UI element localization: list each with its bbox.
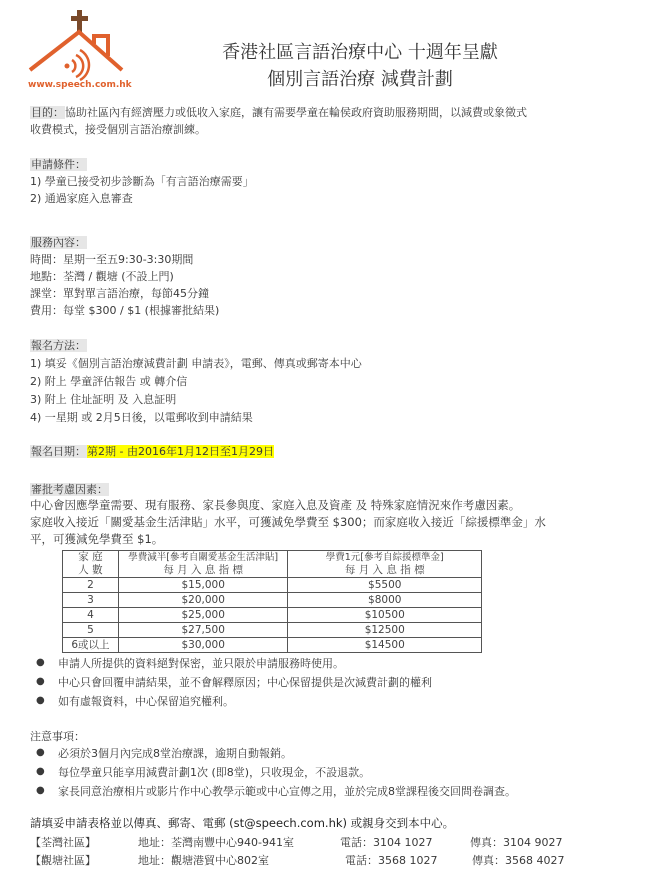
income-table: [62, 550, 482, 653]
branch-address: 地址：荃灣南豐中心940-941室: [138, 836, 294, 849]
table-header-cell: 家 庭 人 數: [63, 551, 119, 578]
approval-line1: 中心會因應學童需要、現有服務、家長參與度、家庭入息及資產 及 特殊家庭情況來作考慮因素。: [30, 498, 521, 512]
policy-item: 中心只會回覆申請結果，並不會解釋原因；中心保留提供是次減費計劃的權利: [58, 676, 432, 689]
title-line1: 香港社區言語治療中心 十週年呈獻: [222, 42, 498, 63]
method-item: 2) 附上 學童評估報告 或 轉介信: [30, 375, 188, 388]
bullet-icon: ●: [36, 676, 45, 687]
policy-item: 如有虛報資料，中心保留追究權利。: [58, 695, 234, 708]
table-header-row: [63, 551, 482, 578]
table-row: 4 $25,000 $10500: [63, 608, 482, 623]
eligibility-item: 2) 通過家庭入息審查: [30, 192, 133, 205]
branch-address: 地址：觀塘港貿中心802室: [138, 854, 269, 867]
contact-instruction: 請填妥申請表格並以傳真、郵寄、電郵 (st@speech.com.hk) 或親身交到本中心。: [30, 816, 455, 830]
service-item: 時間：星期一至五9:30-3:30期間: [30, 253, 194, 266]
policy-item: 申請人所提供的資料絕對保密，並只限於申請服務時使用。: [58, 657, 344, 670]
application-date: [30, 443, 274, 459]
eligibility-item: 1) 學童已接受初步診斷為「有言語治療需要」: [30, 175, 254, 188]
notes-heading: 注意事項：: [30, 730, 85, 743]
date-heading: 報名日期：: [31, 445, 86, 458]
note-item: 必須於3個月內完成8堂治療課，逾期自動報銷。: [58, 747, 292, 760]
approval-line3: 平，可獲減免學費至 $1。: [30, 532, 164, 546]
method-item: 4) 一星期 或 2月5日後，以電郵收到申請結果: [30, 411, 253, 424]
eligibility-heading: 申請條件：: [31, 158, 86, 171]
branch-phone: 電話：3104 1027: [340, 836, 433, 849]
title-line2: 個別言語治療 減費計劃: [267, 69, 453, 90]
branch-phone: 電話：3568 1027: [345, 854, 438, 867]
note-item: 每位學童只能享用減費計劃1次 (即8堂)，只收現金，不設退款。: [58, 766, 371, 779]
table-header-cell: 學費減半[參考自關愛基金生活津貼] 每 月 入 息 指 標: [118, 551, 288, 578]
purpose-heading: 目的：: [31, 106, 64, 119]
purpose-text1: 協助社區內有經濟壓力或低收入家庭，讓有需要學童在輪侯政府資助服務期間，以減費或象徵式: [65, 106, 527, 119]
table-row: 2 $15,000 $5500: [63, 578, 482, 593]
service-item: 課堂：單對單言語治療，每節45分鐘: [30, 287, 209, 300]
logo-url: www.speech.com.hk: [28, 80, 132, 90]
approval-line2: 家庭收入接近「關愛基金生活津貼」水平，可獲減免學費至 $300；而家庭收入接近「綜援標準金」水: [30, 515, 546, 529]
bullet-icon: ●: [36, 695, 45, 706]
note-item: 家長同意治療相片或影片作中心教學示範或中心宣傳之用，並於完成8堂課程後交回問卷調查。: [58, 785, 516, 798]
table-row: 3 $20,000 $8000: [63, 593, 482, 608]
branch-fax: 傳真：3104 9027: [470, 836, 563, 849]
bullet-icon: ●: [36, 785, 45, 796]
bullet-icon: ●: [36, 766, 45, 777]
service-heading: 服務內容：: [31, 236, 86, 249]
method-heading: 報名方法：: [31, 339, 86, 352]
branch-fax: 傳真：3568 4027: [472, 854, 565, 867]
service-item: 費用：每堂 $300 / $1 (根據審批結果): [30, 304, 220, 317]
date-value: 第2期 - 由2016年1月12日至1月29日: [87, 445, 274, 458]
service-item: 地點：荃灣 / 觀塘 (不設上門): [30, 270, 174, 283]
table-header-cell: 學費1元[參考自綜援標準金] 每 月 入 息 指 標: [288, 551, 482, 578]
table-row: 5 $27,500 $12500: [63, 623, 482, 638]
method-item: 3) 附上 住址証明 及 入息証明: [30, 393, 177, 406]
purpose-text2: 收費模式，接受個別言語治療訓練。: [30, 123, 206, 136]
bullet-icon: ●: [36, 657, 45, 668]
bullet-icon: ●: [36, 747, 45, 758]
purpose-line1: [30, 104, 527, 120]
approval-heading: 審批考慮因素：: [31, 483, 108, 496]
branch-name: 【觀塘社區】: [30, 854, 96, 867]
branch-name: 【荃灣社區】: [30, 836, 96, 849]
table-row: 6或以上 $30,000 $14500: [63, 638, 482, 653]
method-item: 1) 填妥《個別言語治療減費計劃 申請表》，電郵、傳真或郵寄本中心: [30, 357, 362, 370]
